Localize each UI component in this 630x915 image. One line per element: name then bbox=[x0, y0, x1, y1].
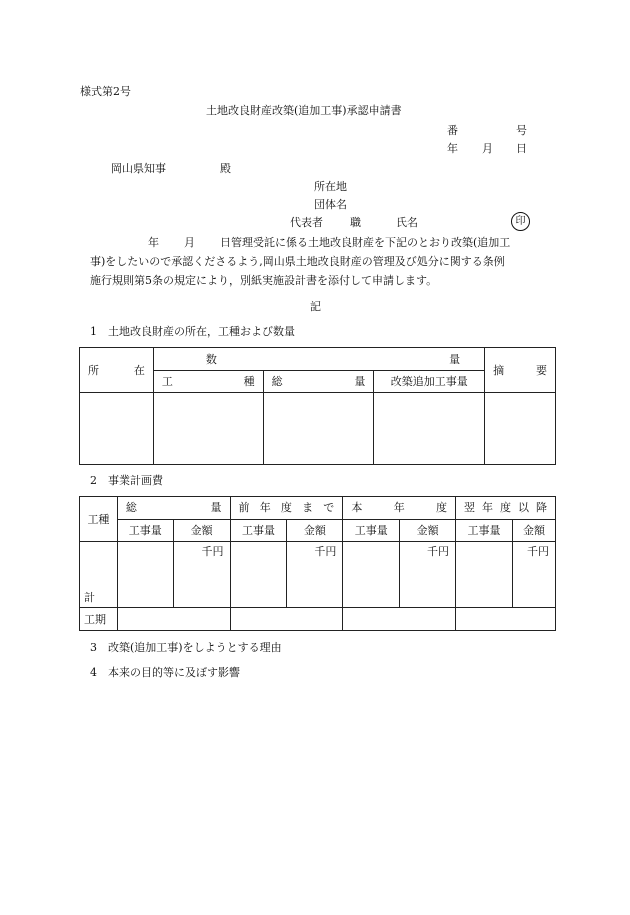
t2-this-year-header: 本 年 度 bbox=[343, 497, 456, 520]
t2-cell bbox=[456, 608, 556, 631]
body-month: 月 bbox=[184, 236, 195, 249]
t2-cell bbox=[230, 542, 287, 608]
t2-cell bbox=[230, 608, 343, 631]
t2-unit: 千円 bbox=[400, 542, 456, 608]
t1-location-header: 所 在 bbox=[80, 348, 154, 393]
t2-cell bbox=[343, 608, 456, 631]
t2-work-amount-header: 工事量 bbox=[343, 519, 400, 542]
t2-money-header: 金額 bbox=[287, 519, 343, 542]
addressee: 岡山県知事 bbox=[111, 162, 166, 175]
t2-cell bbox=[343, 542, 400, 608]
t2-after-next-header: 翌 年 度 以 降 bbox=[456, 497, 556, 520]
position-label: 職 bbox=[350, 216, 361, 229]
t2-period-label: 工期 bbox=[80, 608, 118, 631]
section2-heading: 2 事業計画費 bbox=[90, 474, 163, 487]
t2-work-amount-header: 工事量 bbox=[230, 519, 287, 542]
name-label: 氏名 bbox=[396, 216, 418, 229]
body-text-line3: 施行規則第5条の規定により，別紙実施設計書を添付して申請します。 bbox=[90, 274, 438, 287]
t1-cell bbox=[374, 393, 485, 465]
t1-added-amount-header: 改築追加工事量 bbox=[374, 371, 485, 393]
body-year: 年 bbox=[148, 236, 159, 249]
section3-heading: 3 改築(追加工事)をしようとする理由 bbox=[90, 641, 282, 654]
section4-heading: 4 本来の目的等に及ぼす影響 bbox=[90, 666, 240, 679]
t2-money-header: 金額 bbox=[512, 519, 555, 542]
date-month: 月 bbox=[482, 142, 493, 155]
t1-cell bbox=[80, 393, 154, 465]
t2-cell bbox=[117, 608, 230, 631]
body-text-line1: 日管理受託に係る土地改良財産を下記のとおり改築(追加工 bbox=[220, 236, 511, 249]
date-day: 日 bbox=[516, 142, 527, 155]
t1-quantity-header: 数 量 bbox=[153, 348, 484, 371]
org-label: 団体名 bbox=[314, 198, 347, 211]
table2 bbox=[79, 496, 556, 631]
t2-until-prev-header: 前 年 度 ま で bbox=[230, 497, 343, 520]
t2-work-amount-header: 工事量 bbox=[117, 519, 173, 542]
section1-heading: 1 土地改良財産の所在，工種および数量 bbox=[90, 325, 295, 338]
t1-worktype-header: 工 種 bbox=[153, 371, 263, 393]
ref-go: 号 bbox=[516, 124, 527, 137]
t2-money-header: 金額 bbox=[400, 519, 456, 542]
t2-total-header: 総 量 bbox=[117, 497, 230, 520]
t2-unit: 千円 bbox=[173, 542, 230, 608]
t2-money-header: 金額 bbox=[173, 519, 230, 542]
t2-worktype-header: 工種 bbox=[80, 497, 118, 542]
t1-remarks-header: 摘 要 bbox=[485, 348, 556, 393]
t2-unit: 千円 bbox=[512, 542, 555, 608]
t2-cell bbox=[456, 542, 513, 608]
representative-label: 代表者 bbox=[290, 216, 323, 229]
t1-cell bbox=[153, 393, 263, 465]
body-text-line2: 事)をしたいので承認くださるよう,岡山県土地改良財産の管理及び処分に関する条例 bbox=[90, 255, 505, 268]
address-label: 所在地 bbox=[314, 180, 347, 193]
document-title: 土地改良財産改築(追加工事)承認申請書 bbox=[206, 104, 402, 117]
t1-cell bbox=[485, 393, 556, 465]
seal-mark: 印 bbox=[511, 212, 530, 231]
date-year: 年 bbox=[447, 142, 458, 155]
t2-kei-label: 計 bbox=[80, 542, 118, 608]
t1-cell bbox=[263, 393, 374, 465]
ki-heading: 記 bbox=[310, 300, 321, 313]
ref-ban: 番 bbox=[447, 124, 458, 137]
t2-unit: 千円 bbox=[287, 542, 343, 608]
t1-total-header: 総 量 bbox=[263, 371, 374, 393]
t2-work-amount-header: 工事量 bbox=[456, 519, 513, 542]
form-number: 様式第2号 bbox=[80, 85, 131, 98]
t2-cell bbox=[117, 542, 173, 608]
addressee-honorific: 殿 bbox=[220, 162, 231, 175]
table1 bbox=[79, 347, 556, 465]
